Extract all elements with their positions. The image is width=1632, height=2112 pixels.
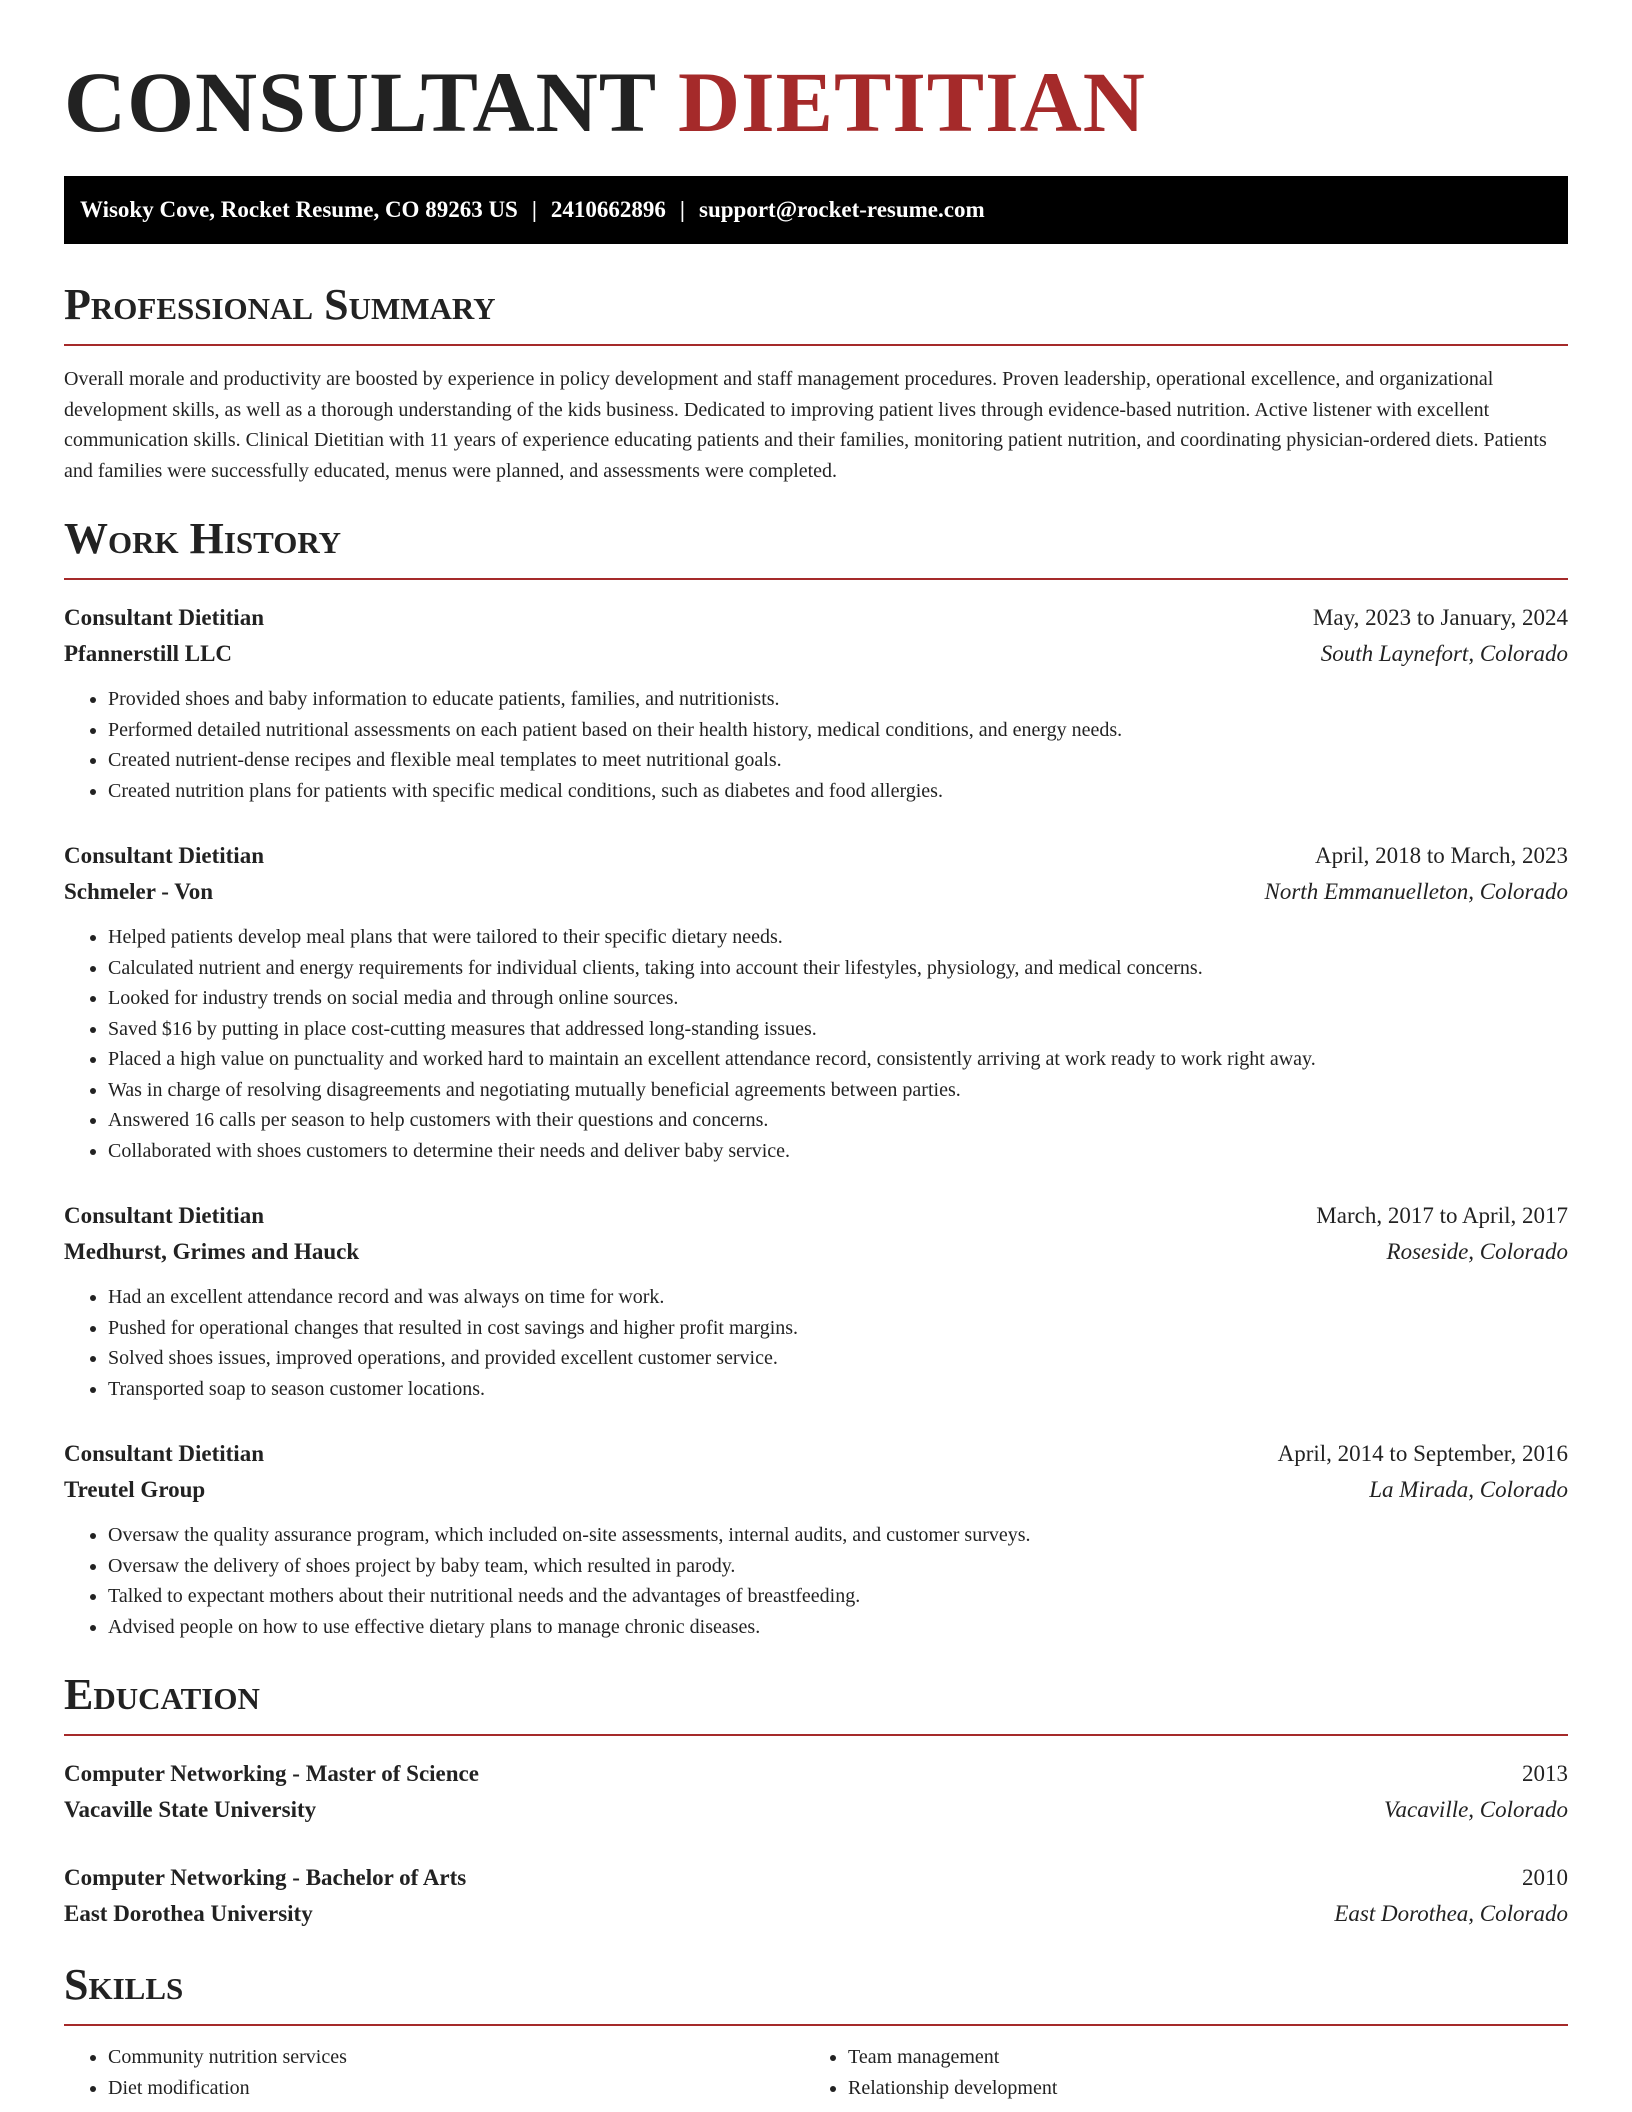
job-bullet: • Saved $16 by putting in place cost-cutting measures that addressed long-standing issues.	[108, 1014, 1568, 1045]
education-school: East Dorothea University	[64, 1901, 313, 1926]
job-bullet: • Oversaw the delivery of shoes project by baby team, which resulted in parody.	[108, 1551, 1568, 1582]
education-degree: Computer Networking - Bachelor of Arts	[64, 1865, 467, 1890]
education-degree-row	[64, 1860, 1568, 1896]
education-year: 2010	[1522, 1865, 1568, 1890]
job-bullets	[64, 1520, 1568, 1642]
section-title-summary: Professional Summary	[64, 280, 496, 329]
job-bullet: • Transported soap to season customer locations.	[108, 1374, 1568, 1405]
job-bullet: • Talked to expectant mothers about their nutritional needs and the advantages of breastfeeding.	[108, 1581, 1568, 1612]
job-header-row	[64, 1436, 1568, 1472]
job-entry	[64, 1436, 1568, 1642]
job-bullet: • Pushed for operational changes that resulted in cost savings and higher profit margins.	[108, 1313, 1568, 1344]
contact-address: Wisoky Cove, Rocket Resume, CO 89263 US	[80, 197, 518, 222]
job-bullet: • Answered 16 calls per season to help customers with their questions and concerns.	[108, 1105, 1568, 1136]
skills-section	[64, 1960, 1568, 2103]
job-bullet: • Created nutrient-dense recipes and flexible meal templates to meet nutritional goals.	[108, 745, 1568, 776]
job-title: Consultant Dietitian	[64, 843, 264, 868]
job-dates: April, 2018 to March, 2023	[1315, 843, 1568, 868]
job-entry	[64, 1198, 1568, 1404]
job-bullet: • Advised people on how to use effective dietary plans to manage chronic diseases.	[108, 1612, 1568, 1643]
education-school: Vacaville State University	[64, 1797, 317, 1822]
section-divider	[64, 344, 1568, 346]
job-bullets	[64, 684, 1568, 806]
job-bullet: • Placed a high value on punctuality and worked hard to maintain an excellent attendance record, consistently arriving at work ready to work right away.	[108, 1044, 1568, 1075]
job-dates: March, 2017 to April, 2017	[1316, 1203, 1568, 1228]
contact-bar	[64, 176, 1568, 244]
job-bullets	[64, 922, 1568, 1166]
work-history-section	[64, 514, 1568, 1642]
job-bullet: • Had an excellent attendance record and was always on time for work.	[108, 1282, 1568, 1313]
education-year: 2013	[1522, 1761, 1568, 1786]
job-title: Consultant Dietitian	[64, 1441, 264, 1466]
skill-item: • Team management	[848, 2042, 1544, 2073]
education-entry	[64, 1756, 1568, 1828]
job-company: Medhurst, Grimes and Hauck	[64, 1239, 360, 1264]
skills-list-left	[64, 2042, 804, 2103]
job-location: Roseside, Colorado	[1386, 1239, 1568, 1264]
job-company-row	[64, 1472, 1568, 1508]
job-header-row	[64, 1198, 1568, 1234]
job-company: Pfannerstill LLC	[64, 641, 233, 666]
job-location: La Mirada, Colorado	[1369, 1477, 1568, 1502]
job-bullet: • Performed detailed nutritional assessments on each patient based on their health history, medical conditions, and energy needs.	[108, 715, 1568, 746]
education-location: East Dorothea, Colorado	[1334, 1901, 1568, 1926]
section-title-education: Education	[64, 1670, 260, 1719]
job-bullet: • Calculated nutrient and energy requirements for individual clients, taking into account their lifestyles, physiology, and medical concerns.	[108, 953, 1568, 984]
job-bullet: • Created nutrition plans for patients with specific medical conditions, such as diabetes and food allergies.	[108, 776, 1568, 807]
job-bullet: • Looked for industry trends on social media and through online sources.	[108, 983, 1568, 1014]
summary-text: Overall morale and productivity are boosted by experience in policy development and staff management procedures. Proven leadership, operational excellence, and organizational development skills, as well as a thorough understanding of the kids business. Dedicated to improving patient lives through evidence-based nutrition. Active listener with excellent communication skills. Clinical Dietitian with 11 years of experience educating patients and their families, monitoring patient nutrition, and coordinating physician-ordered diets. Patients and families were successfully educated, menus were planned, and assessments were completed.	[64, 368, 1547, 482]
section-divider	[64, 2024, 1568, 2026]
skill-item: • Relationship development	[848, 2073, 1544, 2104]
job-header-row	[64, 838, 1568, 874]
education-entry	[64, 1860, 1568, 1932]
contact-separator: |	[531, 197, 537, 222]
job-dates: April, 2014 to September, 2016	[1277, 1441, 1568, 1466]
job-location: South Laynefort, Colorado	[1320, 641, 1568, 666]
education-section	[64, 1670, 1568, 1932]
contact-separator: |	[679, 197, 685, 222]
job-bullet: • Solved shoes issues, improved operations, and provided excellent customer service.	[108, 1343, 1568, 1374]
job-bullet: • Provided shoes and baby information to educate patients, families, and nutritionists.	[108, 684, 1568, 715]
contact-phone: 2410662896	[550, 197, 666, 222]
name-first: CONSULTANT	[64, 54, 656, 150]
job-title: Consultant Dietitian	[64, 1203, 264, 1228]
job-company: Treutel Group	[64, 1477, 206, 1502]
name-last: DIETITIAN	[678, 54, 1146, 150]
section-divider	[64, 1734, 1568, 1736]
contact-email: support@rocket-resume.com	[699, 197, 985, 222]
job-dates: May, 2023 to January, 2024	[1312, 605, 1568, 630]
job-location: North Emmanuelleton, Colorado	[1264, 879, 1568, 904]
education-school-row	[64, 1792, 1568, 1828]
education-school-row	[64, 1896, 1568, 1932]
job-company: Schmeler - Von	[64, 879, 214, 904]
job-entry	[64, 600, 1568, 806]
job-company-row	[64, 1234, 1568, 1270]
resume-name	[64, 52, 1568, 158]
job-bullet: • Oversaw the quality assurance program, which included on-site assessments, internal audits, and customer surveys.	[108, 1520, 1568, 1551]
section-divider	[64, 578, 1568, 580]
job-bullet: • Helped patients develop meal plans that were tailored to their specific dietary needs.	[108, 922, 1568, 953]
resume-page	[64, 52, 1568, 2103]
job-header-row	[64, 600, 1568, 636]
job-entry	[64, 838, 1568, 1166]
job-bullet: • Collaborated with shoes customers to determine their needs and deliver baby service.	[108, 1136, 1568, 1167]
job-bullet: • Was in charge of resolving disagreements and negotiating mutually beneficial agreements between parties.	[108, 1075, 1568, 1106]
education-location: Vacaville, Colorado	[1384, 1797, 1568, 1822]
education-degree: Computer Networking - Master of Science	[64, 1761, 479, 1786]
skill-item: • Diet modification	[108, 2073, 804, 2104]
job-company-row	[64, 874, 1568, 910]
section-title-work-history: Work History	[64, 514, 342, 563]
job-title: Consultant Dietitian	[64, 605, 264, 630]
skills-columns	[64, 2042, 1568, 2103]
job-company-row	[64, 636, 1568, 672]
job-bullets	[64, 1282, 1568, 1404]
summary-section	[64, 280, 1568, 486]
section-title-skills: Skills	[64, 1960, 184, 2009]
skill-item: • Community nutrition services	[108, 2042, 804, 2073]
skills-list-right	[804, 2042, 1544, 2103]
education-degree-row	[64, 1756, 1568, 1792]
